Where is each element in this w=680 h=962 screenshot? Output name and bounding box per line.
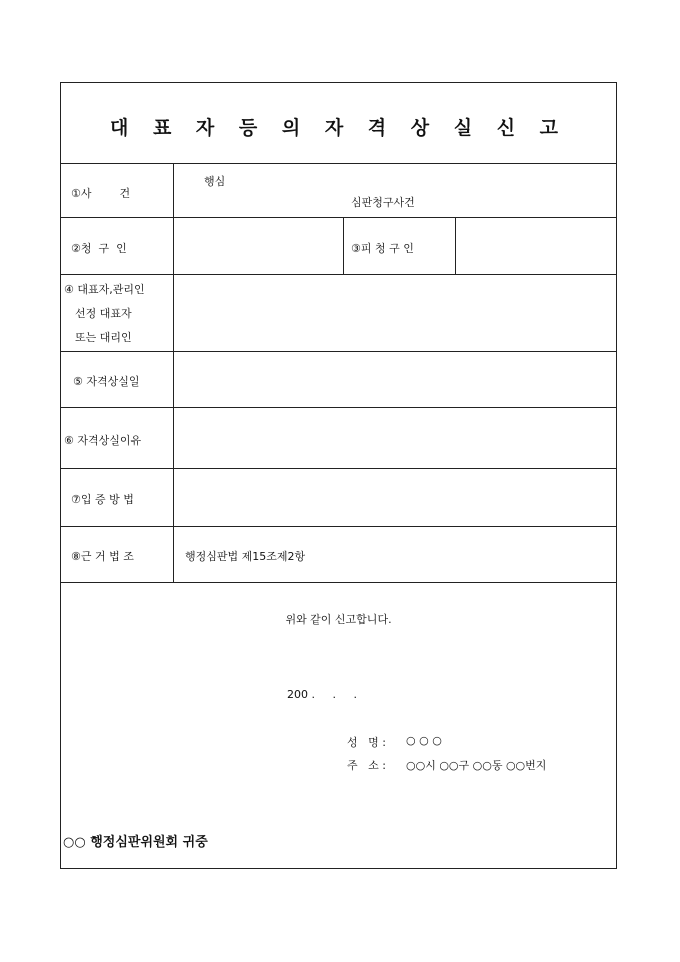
representative-field[interactable] [179,305,609,319]
signer-address-value: ○○시 ○○구 ○○동 ○○번지 [406,759,547,772]
report-date: 200 . . . [287,688,357,701]
respondent-label: ③피 청 구 인 [351,242,414,255]
case-row [61,164,616,218]
proof-method-field[interactable] [179,491,609,505]
loss-reason-label: ⑥ 자격상실이유 [64,434,142,447]
parties-row [61,218,616,275]
loss-date-row [61,352,616,408]
signer-name-value: ○ ○ ○ [406,734,442,747]
representative-label-line-1: ④ 대표자,관리인 [64,283,145,296]
claimant-label: ②청 구 인 [71,242,127,255]
declaration-section [61,583,616,868]
addressee: ○○ 행정심판위원회 귀중 [63,835,208,850]
representative-label-line-2: 선정 대표자 [75,307,132,320]
loss-reason-row [61,408,616,469]
representative-label-line-3: 또는 대리인 [75,331,132,344]
loss-date-field[interactable] [179,373,609,387]
legal-basis-label: ⑧근 거 법 조 [71,550,134,563]
legal-basis-row [61,527,616,583]
title-row [61,83,616,164]
case-prefix: 행심 [204,175,226,188]
loss-reason-field[interactable] [179,432,609,446]
signer-address-label: 주 소 : [347,759,386,772]
signer-name-label: 성 명 : [347,736,386,749]
representative-row [61,275,616,352]
respondent-field[interactable] [461,240,611,254]
case-label: ①사 건 [71,187,131,200]
qualification-loss-report-form [60,82,617,869]
declaration-text: 위와 같이 신고합니다. [285,613,392,626]
claimant-field[interactable] [179,240,339,254]
form-title: 대 표 자 등 의 자 격 상 실 신 고 [109,117,568,139]
proof-method-row [61,469,616,527]
proof-method-label: ⑦입 증 방 법 [71,493,134,506]
case-suffix: 심판청구사건 [351,196,415,209]
loss-date-label: ⑤ 자격상실일 [73,375,140,388]
legal-basis-value: 행정심판법 제15조제2항 [185,550,306,563]
